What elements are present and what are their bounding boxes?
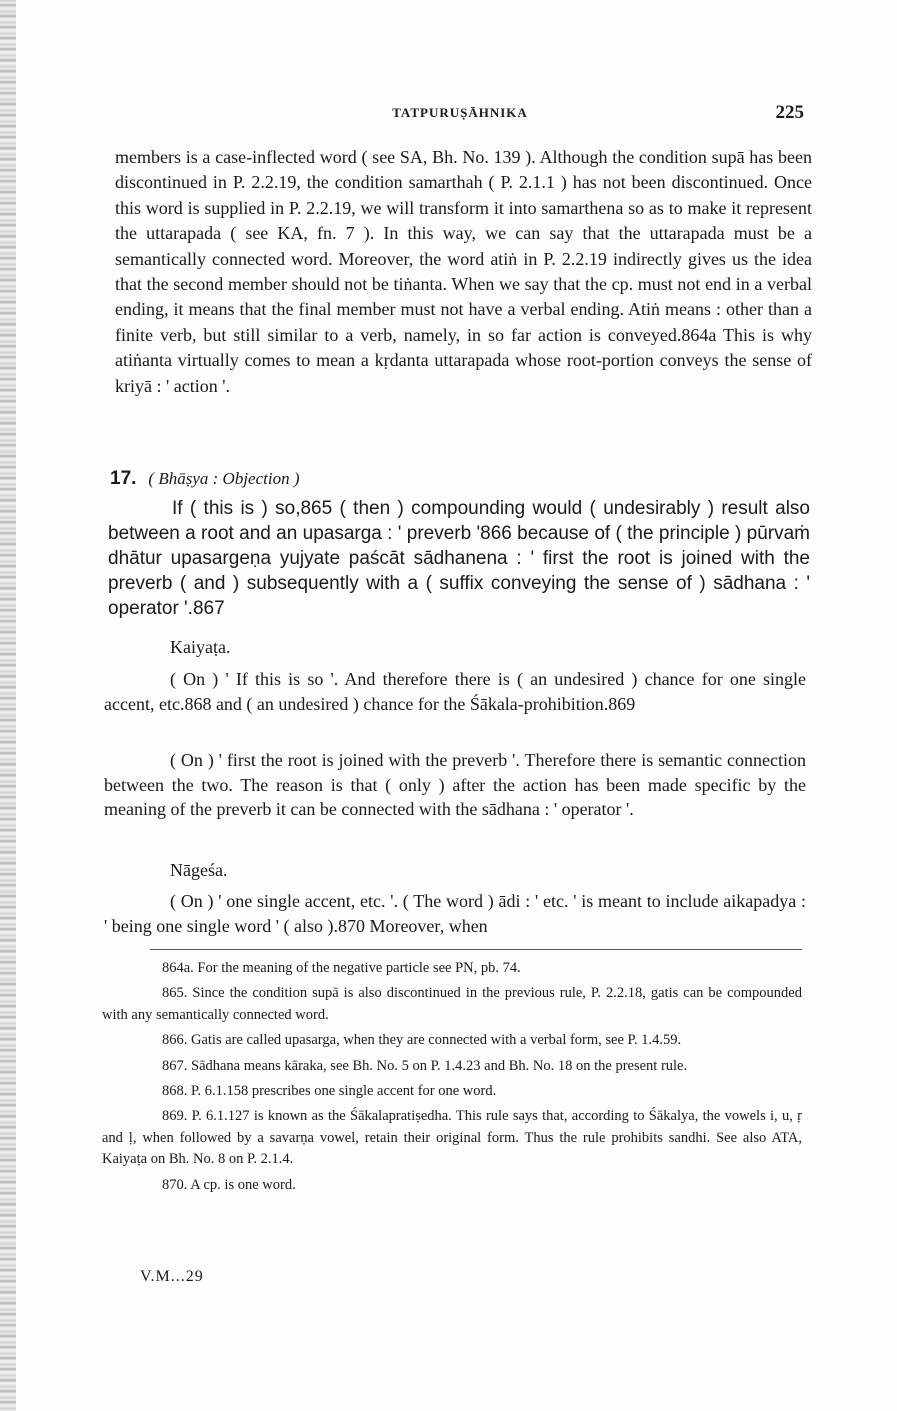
footnote-869: 869. P. 6.1.127 is known as the Śākalapratiṣedha. This rule says that, according to Śākalya, the vowels i, u, ṛ and ḷ, when followed by a savarṇa vowel, retain their original form. Thus the rule prohibits sandhi. See also ATA, Kaiyaṭa on Bh. No. 8 on P. 2.1.4. — [102, 1108, 802, 1168]
printer-signature: V.M...29 — [140, 1268, 204, 1285]
page-number: 225 — [775, 102, 804, 123]
footnote-868: 868. P. 6.1.158 prescribes one single accent for one word. — [162, 1083, 497, 1100]
nagesa-paragraph-1: ( On ) ' one single accent, etc. '. ( The word ) ādi : ' etc. ' is meant to include aikapadya : ' being one single word ' ( also ).870 Moreover, when — [104, 891, 806, 936]
footnotes — [102, 958, 802, 1200]
section-heading — [110, 468, 810, 490]
paragraph-continuation: members is a case-inflected word ( see SA, Bh. No. 139 ). Although the condition supā has been discontinued in P. 2.2.19, the condition samarthah ( P. 2.1.1 ) has not been discontinued. Once this word is supplied in P. 2.2.19, we will transform it into samarthena so as to make it represent the uttarapada ( see KA, fn. 7 ). In this way, we can say that the uttarapada must be a semantically connected word. Moreover, the word atiṅ in P. 2.2.19 indirectly gives us the idea that the second member should not be tiṅanta. When we say that the cp. must not end in a verbal ending, it means that the final member must not have a verbal ending. Atiṅ means : other than a finite verb, but still similar to a verb, namely, in so far action is conveyed.864a This is why atiṅanta virtually comes to mean a kṛdanta uttarapada whose root-portion conveys the sense of kriyā : ' action '. — [115, 147, 812, 396]
bhashya-text: If ( this is ) so,865 ( then ) compounding would ( undesirably ) result also between a root and an upasarga : ' preverb '866 because of ( the principle ) pūrvaṁ dhātur upasargeṇa yujyate paścāt sādhanena : ' first the root is joined with the preverb ( and ) subsequently with a ( suffix conveying the sense of ) sādhana : ' operator '.867 — [108, 498, 810, 619]
section-label: ( Bhāṣya : Objection ) — [148, 469, 300, 488]
nagesa-heading: Nāgeśa. — [170, 860, 228, 880]
header-title: TATPURUṢĀHNIKA — [392, 105, 528, 120]
kaiyata-paragraph-1: ( On ) ' If this is so '. And therefore there is ( an undesired ) chance for one single accent, etc.868 and ( an undesired ) chance for the Śākala-prohibition.869 — [104, 669, 806, 714]
footnote-864a: 864a. For the meaning of the negative particle see PN, pb. 74. — [162, 960, 521, 976]
footnote-867: 867. Sādhana means kāraka, see Bh. No. 5 on P. 1.4.23 and Bh. No. 18 on the present rule. — [162, 1057, 688, 1074]
footnote-865: 865. Since the condition supā is also discontinued in the previous rule, P. 2.2.18, gatis can be compounded with any semantically connected word. — [102, 985, 802, 1023]
scanned-page-edge — [0, 0, 16, 1411]
kaiyata-heading: Kaiyaṭa. — [170, 637, 231, 657]
footnote-866: 866. Gatis are called upasarga, when they are connected with a verbal form, see P. 1.4.59. — [162, 1032, 682, 1049]
kaiyata-paragraph-2: ( On ) ' first the root is joined with the preverb '. Therefore there is semantic connection between the two. The reason is that ( only ) after the action has been made specific by the meaning of the preverb it can be connected with the sādhana : ' operator '. — [104, 750, 806, 820]
footnote-870: 870. A cp. is one word. — [162, 1176, 296, 1193]
section-number: 17. — [110, 468, 137, 489]
footnote-divider — [150, 949, 802, 950]
running-header — [110, 102, 810, 126]
